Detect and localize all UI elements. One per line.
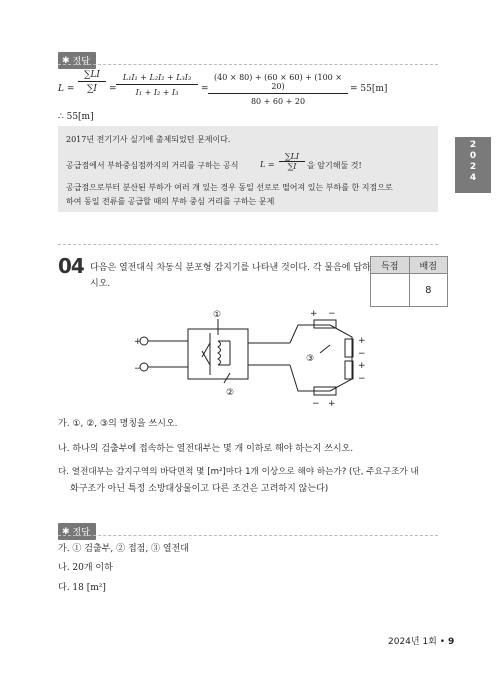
answer-a: 가. ① 검출부, ② 접점, ③ 열전대 [58,544,189,554]
terminal-plus-label: + [134,337,142,347]
therefore-result: ∴ 55[m] [58,112,94,122]
note-fraction [279,152,305,171]
score-header-points: 배점 [409,257,448,274]
answer-label-chip [58,523,96,540]
answer-b: 나. 20개 이하 [58,563,113,573]
year-digit: 0 [469,151,477,161]
score-points-value: 8 [409,274,448,307]
top-plus: + [310,309,318,319]
sub-question-a: 가. ①, ②, ③의 명칭을 쓰시오. [58,419,178,429]
bottom-plus: + [328,399,336,409]
score-header-earned: 득점 [371,257,410,274]
right-plus-1: + [358,336,366,346]
question-text-line-2: 시오. [90,279,111,289]
label-1: ① [213,310,222,320]
answer-c: 다. 18 [m²] [58,583,106,593]
detector-box [188,329,248,379]
footer-separator: • [439,637,448,647]
question-number: 04 [58,254,84,278]
bottom-minus: − [312,399,320,409]
right-minus-2: − [358,374,366,384]
footer-exam-label: 2024년 1회 [388,637,437,647]
fraction-2-den: I₁ + I₂ + I₃ [135,88,179,97]
divider [58,244,438,245]
lightbulb-icon: ✱ [62,55,70,66]
year-digit: 4 [469,173,477,183]
equals-sign: = [201,84,209,94]
fraction-2-num: L₁I₁ + L₂I₂ + L₃I₃ [116,73,198,85]
note-line-1: 2017년 전기기사 실기에 출제되었던 문제이다. [66,135,231,144]
equals-sign: = [109,84,117,94]
divider [58,64,438,65]
fraction-3 [208,73,348,106]
right-plus-2: + [358,361,366,371]
score-table [370,256,448,307]
year-side-tab [455,137,491,193]
page-number: 9 [447,637,455,647]
fraction-3-num: (40 × 80) + (60 × 60) + (100 × 20) [208,73,348,94]
lightbulb-icon: ✱ [62,526,70,537]
year-digit: 2 [469,162,477,172]
note-formula-lhs: L = [260,160,275,169]
load-center-formula [58,70,388,110]
fraction-3-den: 80 + 60 + 20 [250,97,306,106]
note-line-2-post: 을 암기해둘 것! [307,161,362,170]
coil-symbol [218,341,221,365]
sub-question-c-line-2: 화구조가 아닌 특정 소방대상물이고 다른 조건은 고려하지 않는다) [70,484,329,494]
label-2: ② [226,388,235,398]
note-fraction-den: ∑I [287,162,297,171]
right-minus-1: − [358,349,366,359]
year-digit: 2 [469,140,477,150]
note-line-2 [66,152,436,178]
fraction-1-den: ∑I [87,84,97,94]
sub-question-b: 나. 하나의 검출부에 접속하는 열전대부는 몇 개 이하로 해야 하는지 쓰시오. [58,444,354,454]
thermocouple-detector-diagram [130,305,370,410]
top-minus: − [328,309,336,319]
terminal-minus-label: − [134,364,142,374]
score-earned-cell[interactable] [371,274,410,307]
answer-label-text: 정답 [72,528,90,538]
page-footer [388,634,454,647]
fraction-1 [78,70,106,94]
note-line-4: 하여 동일 전류를 공급할 때의 부하 중심 거리를 구하는 문제 [66,197,275,206]
answer-label-chip [58,52,96,69]
formula-lhs: L = [58,84,75,94]
formula-result: = 55[m] [350,84,388,94]
answer-label-text: 정답 [72,57,90,67]
sub-question-c-line-1: 다. 열전대부는 감지구역의 바닥면적 몇 [m²]마다 1개 이상으로 해야 하는가? (단, 주요구조가 내 [58,467,419,477]
fraction-1-num: ∑LI [78,70,106,82]
note-fraction-num: ∑LI [279,152,305,162]
label-3: ③ [306,354,315,364]
divider [58,535,438,536]
note-line-3: 공급점으로부터 분산된 부하가 여러 개 있는 경우 동일 선로로 떨어져 있는 부하를 한 지점으로 [66,183,393,192]
fraction-2 [116,73,198,97]
note-line-2-pre: 공급점에서 부하중심점까지의 거리를 구하는 공식 [66,161,239,170]
note-box [58,126,438,212]
question-text-line-1: 다음은 열전대식 차동식 분포형 감지기를 나타낸 것이다. 각 물음에 답하 [90,263,371,273]
